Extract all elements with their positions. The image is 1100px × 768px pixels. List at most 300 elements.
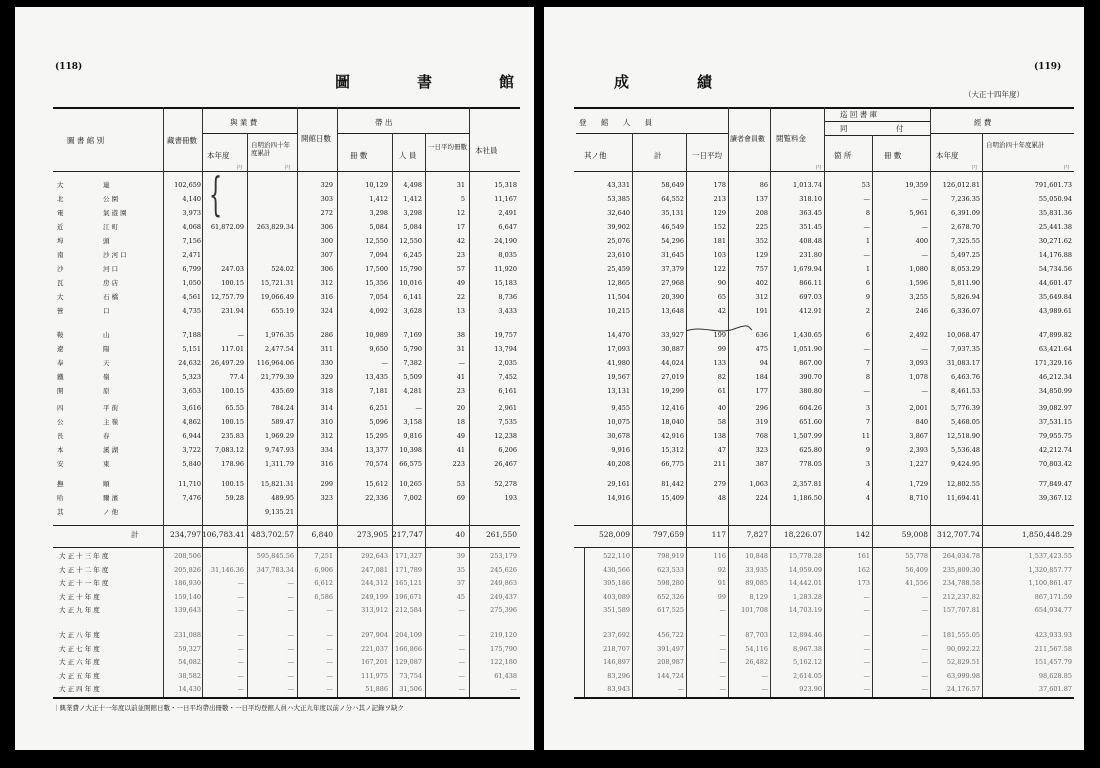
table-cell: 191 [755,307,768,315]
table-cell: 7,181 [369,387,388,395]
table-cell: 22,336 [365,494,388,502]
table-cell: 大 [57,293,64,301]
table-row [15,458,534,470]
table-cell: 138 [713,432,726,440]
lending-sub-rule [337,133,469,134]
unit-yen: 円 [972,165,978,171]
table-cell: 2,393 [909,446,928,454]
table-cell: 23 [456,387,465,395]
header-collection: 藏書冊數 [167,136,197,145]
table-cell: 122,180 [490,658,517,666]
table-cell: 310 [320,418,333,426]
table-cell: 15,612 [365,480,388,488]
promotion-sub-rule [202,133,297,134]
table-cell: 623,533 [657,565,684,574]
table-cell: 13,377 [365,446,388,454]
table-cell: 522,110 [603,552,630,560]
table-cell: 4,561 [182,293,201,301]
table-cell: 7,236.35 [951,195,980,203]
table-cell: — [921,631,928,639]
table-cell: 3,653 [182,387,201,395]
table-cell: — [287,685,294,693]
table-cell: — [326,644,333,653]
table-cell: 66,575 [399,460,422,468]
table-cell: 5,961 [909,209,928,217]
footnote: ｜興業費ノ大正十一年度以前並開館日數・一日平均帶出冊數・一日平均登館人員ハ大正九年度以前ノ分ハ其ノ記錄ヲ缺ク [53,704,404,712]
table-cell: 2 [865,307,870,315]
table-cell: 223 [452,460,465,468]
table-cell: 235.83 [221,432,244,440]
group-brace: { [209,167,223,221]
table-cell: 423,933.93 [1034,631,1072,639]
table-cell: 94 [759,359,768,367]
table-cell: 44,601.47 [1038,279,1072,287]
table-row [15,604,534,616]
table-cell: 3,158 [403,418,422,426]
table-cell: 7,156 [182,237,201,245]
table-cell: 1,013.74 [793,181,822,189]
table-cell: 24,190 [494,237,517,245]
table-cell: 鞍 [57,331,64,339]
table-cell: 52,829.51 [946,658,980,666]
table-cell: 58 [717,418,726,426]
table-cell: 98,628.85 [1038,671,1072,680]
table-cell: 65 [717,293,726,301]
table-cell: 324 [320,307,333,315]
table-cell: 19,567 [607,373,630,381]
table-cell: — [237,631,244,639]
table-cell: 9,455 [611,404,630,412]
table-cell: 5,497.25 [951,251,980,259]
table-cell: — [237,331,244,339]
table-cell: 475 [755,345,768,353]
table-cell: 116 [713,552,726,560]
table-cell: — [326,685,333,693]
table-cell: 79,955.75 [1038,432,1072,440]
left-page-number: (118) [55,62,83,72]
table-bottom-rule [574,697,1074,699]
table-cell: 1,850,448.29 [1021,530,1072,539]
table-cell: 口 [103,307,110,315]
table-row [15,277,534,289]
table-row [15,263,534,275]
table-cell: 99 [717,345,726,353]
table-cell: 146,897 [603,658,630,666]
table-cell: 279 [713,480,726,488]
table-cell: 14,430 [178,685,201,693]
table-cell: 387 [755,460,768,468]
table-cell: 249,437 [490,592,517,601]
table-cell: 14,703.19 [788,606,822,614]
table-row [544,492,1084,504]
table-cell: 5,096 [369,418,388,426]
table-cell: 63,421.64 [1038,345,1072,353]
table-cell: 55,050.94 [1038,195,1072,203]
table-cell: 234,797 [169,530,201,539]
table-cell: 15,295 [365,432,388,440]
table-cell: 69 [456,494,465,502]
table-cell: 嶺 [103,373,110,381]
table-cell: 39,367.12 [1038,494,1072,502]
table-cell: 4 [865,494,870,502]
table-cell: — [921,658,928,666]
table-cell: 100.15 [221,279,244,287]
table-cell: 6,906 [314,565,333,574]
table-cell: 363.45 [799,209,822,217]
table-cell: 奉 [57,359,64,367]
table-cell: — [863,251,870,259]
table-cell: 137 [755,195,768,203]
table-cell: 7,188 [182,331,201,339]
table-cell: 177 [755,387,768,395]
table-cell: 3,298 [369,209,388,217]
table-row [544,604,1084,616]
table-cell: 77.4 [229,373,244,381]
table-cell: 10,848 [745,552,768,560]
table-cell: 3,867 [909,432,928,440]
table-cell: 351,589 [603,606,630,614]
table-cell: 37,531.15 [1038,418,1072,426]
table-cell: 4,092 [369,307,388,315]
table-cell: 273,905 [356,530,388,539]
table-cell: 大 正 四 年 度 [59,685,100,693]
table-cell: — [237,592,244,601]
table-row [544,670,1084,682]
table-cell: — [863,644,870,653]
table-cell: 19,757 [494,331,517,339]
table-cell: 8,710 [909,494,928,502]
table-cell: 768 [755,432,768,440]
table-cell: — [287,644,294,653]
table-cell: 323 [755,446,768,454]
table-row [15,683,534,695]
table-cell: — [921,387,928,395]
table-cell: 開 [57,387,64,395]
table-cell: 211 [713,460,726,468]
header-staff: 本社員 [475,146,498,155]
table-cell: 24,632 [178,359,201,367]
table-cell: — [863,387,870,395]
table-cell: 7,054 [369,293,388,301]
table-cell: 122 [713,265,726,273]
table-cell: 402 [755,279,768,287]
table-cell: 1 [865,265,870,273]
table-cell: — [458,631,465,639]
table-cell: 6,647 [498,223,517,231]
table-cell: 2,001 [909,404,928,412]
table-row [15,629,534,641]
table-cell: 9,747.93 [265,446,294,454]
table-cell: 8,035 [498,251,517,259]
table-cell: 40,208 [607,460,630,468]
table-cell: 77,849.47 [1038,480,1072,488]
table-cell: 7,325.55 [951,237,980,245]
table-cell: 平 街 [103,404,119,412]
table-row [15,249,534,261]
table-cell: — [719,644,726,653]
table-row [544,577,1084,589]
table-cell: 3,973 [182,209,201,217]
table-cell: — [863,345,870,353]
table-cell: 2,961 [498,404,517,412]
table-cell: 391,497 [657,644,684,653]
table-cell: 12,894.46 [788,631,822,639]
table-row [15,444,534,456]
table-cell: 253,179 [490,552,517,560]
table-cell: 14,916 [607,494,630,502]
table-cell: 2,471 [182,251,201,259]
table-cell: 1,412 [403,195,422,203]
table-cell: 頭 [103,237,110,245]
table-cell: — [381,359,388,367]
unit-yen: 円 [816,165,822,171]
table-cell: — [326,658,333,666]
table-cell: 公 園 [103,195,119,203]
table-cell: 5,776.39 [951,404,980,412]
table-cell: 42,212.74 [1038,446,1072,454]
total-top-rule [53,525,520,526]
table-row [544,643,1084,655]
table-cell: 83,943 [607,685,630,693]
table-cell: 14,442.01 [788,579,822,587]
table-cell: 91 [717,579,726,587]
table-row [544,444,1084,456]
header-locations: 箇 所 [834,151,852,160]
table-cell: 6,612 [314,579,333,587]
table-cell: 64,552 [661,195,684,203]
table-cell: 334 [320,446,333,454]
table-cell: 47,899.82 [1038,331,1072,339]
table-cell: 公 [57,418,64,426]
header-volumes: 冊 數 [884,151,902,160]
table-cell: — [326,606,333,614]
table-cell: 3,616 [182,404,201,412]
table-cell: 1,080 [909,265,928,273]
table-row [544,193,1084,205]
table-cell: 1,100,861.47 [1028,579,1072,587]
table-cell: 329 [320,373,333,381]
table-cell: 順 [103,480,110,488]
header-expense: 經 費 [974,118,992,127]
table-cell: 157,707.81 [942,606,980,614]
table-cell: 263,829.34 [256,223,294,231]
table-cell: 11,504 [607,293,630,301]
table-cell: — [719,658,726,666]
table-cell: 7,083.12 [215,446,244,454]
table-cell: 13,648 [661,307,684,315]
table-row [544,458,1084,470]
table-cell: 10,016 [399,279,422,287]
left-page [15,7,534,750]
table-cell: 12,550 [399,237,422,245]
table-cell: 30,271.62 [1038,237,1072,245]
right-page [544,7,1084,750]
table-cell: 178.96 [221,460,244,468]
table-cell: 埠 [57,237,64,245]
table-cell: 15,356 [365,279,388,287]
table-cell: 23,610 [607,251,630,259]
table-cell: 瓦 [57,279,64,287]
table-cell: 61,438 [494,671,517,680]
table-cell: 224 [755,494,768,502]
circuit-sub-rule [824,135,930,136]
header-people: 人 員 [399,151,417,160]
table-cell: 116,964.06 [256,359,294,367]
table-cell: 1,186.50 [793,494,822,502]
table-cell: 其 [57,508,64,516]
table-cell: — [458,671,465,680]
header-books: 冊 數 [350,151,368,160]
table-cell: 6,586 [314,592,333,601]
table-cell: 352 [755,237,768,245]
table-row [544,529,1084,541]
table-cell: 大 正 十 二 年 度 [59,565,109,574]
visitors-sub-rule [576,133,728,134]
table-cell: — [719,671,726,680]
table-cell: — [458,658,465,666]
table-cell: 7,937.35 [951,345,980,353]
table-cell: 1,051.90 [793,345,822,353]
table-row [544,656,1084,668]
table-cell: 231.80 [799,251,822,259]
table-row [544,179,1084,191]
table-cell: — [287,658,294,666]
table-cell: 1,976.35 [265,331,294,339]
table-cell: 6,245 [403,251,422,259]
header-bottom-rule [53,171,520,172]
table-cell: 329 [320,181,333,189]
table-row [544,235,1084,247]
table-cell: 87,703 [745,631,768,639]
table-cell: 3,722 [182,446,201,454]
table-row [15,357,534,369]
table-cell: — [287,606,294,614]
table-cell: 103 [713,251,726,259]
table-cell: 598,280 [657,579,684,587]
header-daily-avg: 一日平均冊數 [428,143,467,151]
table-cell: 5,151 [182,345,201,353]
table-cell: 12,238 [494,432,517,440]
table-cell: 100.15 [221,387,244,395]
table-cell: 鐵 [57,373,64,381]
table-cell: 100.15 [221,418,244,426]
table-cell: 7 [865,418,870,426]
table-cell: 1,063 [749,480,768,488]
table-row [544,305,1084,317]
table-row [544,371,1084,383]
table-cell: 1,311.79 [265,460,294,468]
table-cell: 37 [456,579,465,587]
table-cell: — [237,606,244,614]
table-cell: 55,778 [905,552,928,560]
table-cell: 19,299 [661,387,684,395]
table-cell: 41 [456,446,465,454]
table-cell: 9,424.95 [951,460,980,468]
table-cell: 318.10 [799,195,822,203]
table-cell: 5,084 [403,223,422,231]
table-cell: — [863,671,870,680]
table-cell: 5,084 [369,223,388,231]
table-cell: 7,535 [498,418,517,426]
table-cell: 38,582 [178,671,201,680]
table-cell: — [237,644,244,653]
table-row [544,343,1084,355]
table-cell: 35 [456,565,465,574]
table-cell: 34,850.99 [1038,387,1072,395]
table-cell: 245,626 [490,565,517,574]
table-cell: — [458,685,465,693]
table-cell: 33,927 [661,331,684,339]
table-cell: — [921,345,928,353]
table-cell: 11 [861,432,870,440]
table-cell: 大 正 十 一 年 度 [59,579,109,587]
table-cell: 31,146.36 [210,565,244,574]
table-cell: 456,722 [657,631,684,639]
header-library-name: 圖 書 館 別 [67,136,105,145]
title-char-1: 圖 [335,73,351,91]
table-cell: 大 正 五 年 度 [59,671,100,680]
circuit-sub-rule [824,121,930,122]
table-cell: 東 [103,460,110,468]
table-cell: 38 [456,331,465,339]
table-cell: 249,199 [361,592,388,601]
table-row [15,577,534,589]
table-row [15,235,534,247]
table-cell: 6,840 [311,530,333,539]
table-cell: 13,794 [494,345,517,353]
table-cell: 221,037 [361,644,388,653]
table-cell: 大 正 六 年 度 [59,658,100,666]
title-char-5: 績 [697,73,713,91]
table-cell: 117.01 [221,345,244,353]
table-cell: 111,975 [361,671,388,680]
table-cell: 7,452 [498,373,517,381]
table-cell: 4,498 [403,181,422,189]
table-cell: 66,775 [661,460,684,468]
table-cell: 53,385 [607,195,630,203]
table-cell: 山 [103,331,110,339]
table-cell: 江 町 [103,223,119,231]
table-row [15,371,534,383]
table-cell: 129,087 [395,658,422,666]
table-cell: 26,467 [494,460,517,468]
table-cell: 139,643 [174,606,201,614]
table-cell: 151,457.79 [1034,658,1072,666]
table-cell: 312,707.74 [937,530,980,539]
table-cell: 483,702.57 [251,530,294,539]
table-cell: 10,989 [365,331,388,339]
table-cell: — [237,658,244,666]
table-cell: 9,650 [369,345,388,353]
table-cell: 312 [320,432,333,440]
table-cell: 9,916 [611,446,630,454]
table-cell: 3,298 [403,209,422,217]
table-cell: 181,555.05 [942,631,980,639]
table-cell: 63,999.98 [946,671,980,680]
table-cell: 1,507.99 [793,432,822,440]
table-cell: 連 [103,181,110,189]
table-cell: 2,492 [909,331,928,339]
table-cell: 234,788.58 [942,579,980,587]
table-cell: 41,980 [607,359,630,367]
table-cell: 15,721.31 [260,279,294,287]
table-cell: 292,643 [361,552,388,560]
table-row [15,430,534,442]
table-cell: 41,556 [905,579,928,587]
table-row [544,550,1084,562]
table-cell: 54,734.56 [1038,265,1072,273]
table-row [15,643,534,655]
